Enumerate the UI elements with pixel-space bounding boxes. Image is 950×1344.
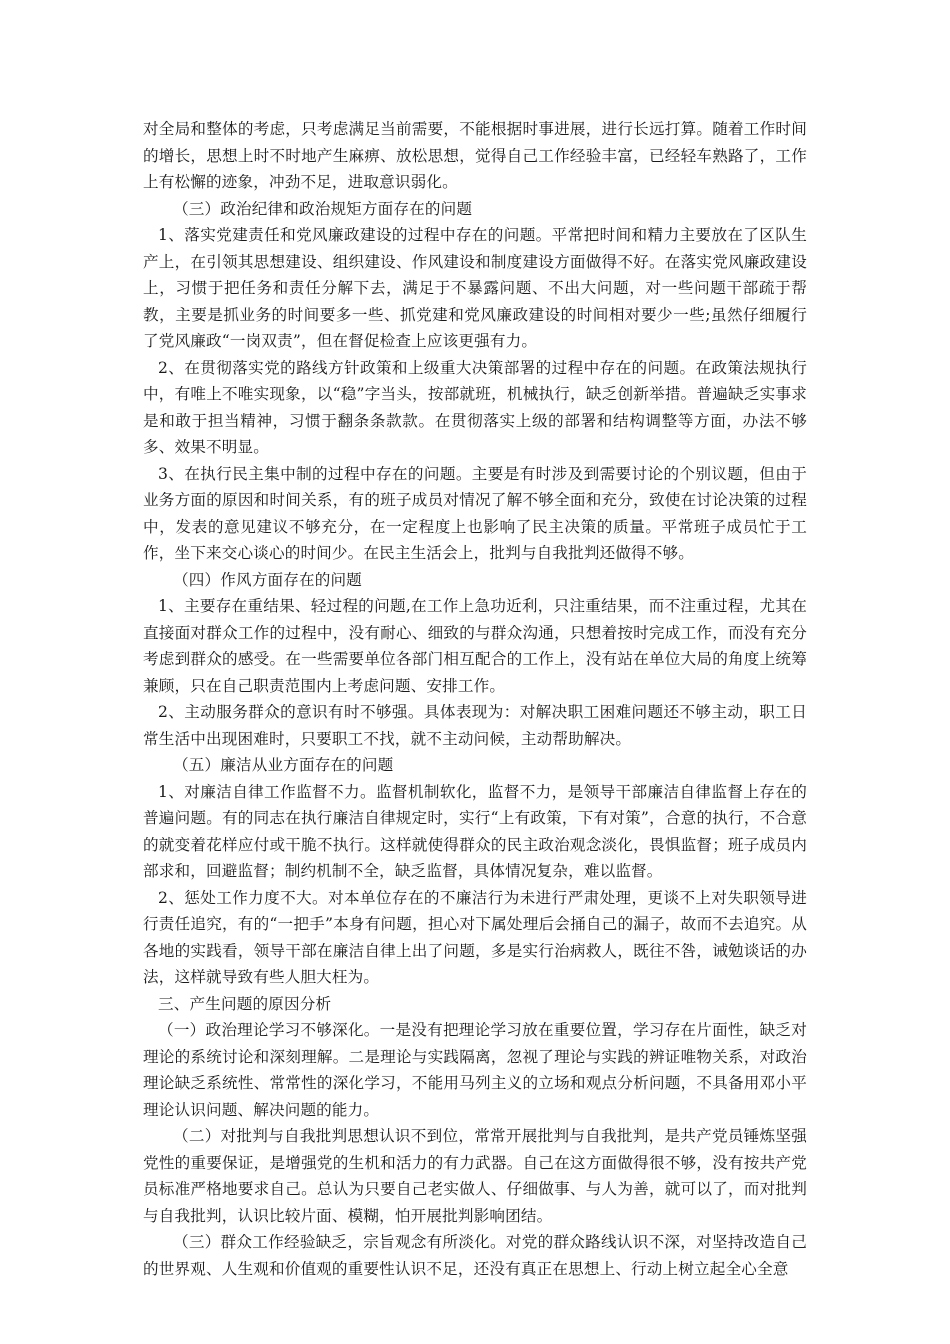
paragraph: （三）群众工作经验缺乏，宗旨观念有所淡化。对党的群众路线认识不深，对坚持改造自己的世界观、人生观和价值观的重要性认识不足，还没有真正在思想上、行动上树立起全心全意 (143, 1233, 807, 1278)
paragraph: （二）对批判与自我批判思想认识不到位，常常开展批判与自我批判，是共产党员锤炼坚强党性的重要保证，是增强党的生机和活力的有力武器。自己在这方面做得很不够，没有按共产党员标准严格地要求自己。总认为只要自己老实做人、仔细做事、与人为善，就可以了，而对批判与自我批判，认识比较片面、模糊，怕开展批判影响团结。 (143, 1127, 807, 1225)
section-heading: （四）作风方面存在的问题 (173, 570, 362, 589)
paragraph: 1、落实党建责任和党风廉政建设的过程中存在的问题。平常把时间和精力主要放在了区队生产上，在引领其思想建设、组织建设、作风建设和制度建设方面做得不好。在落实党风廉政建设上，习惯于把任务和责任分解下去，满足于不暴露问题、不出大问题，对一些问题干部疏于帮教，主要是抓业务的时间要多一些、抓党建和党风廉政建设的时间相对要少一些;虽然仔细履行了党风廉政“一岗双责”，但在督促检查上应该更强有力。 (143, 226, 807, 350)
paragraph: 1、对廉洁自律工作监督不力。监督机制软化，监督不力，是领导干部廉洁自律监督上存在的普遍问题。有的同志在执行廉洁自律规定时，实行“上有政策，下有对策”，合意的执行，不合意的就变着花样应付或干脆不执行。这样就使得群众的民主政治观念淡化，畏惧监督；班子成员内部求和，回避监督；制约机制不全，缺乏监督，具体情况复杂，难以监督。 (143, 782, 807, 880)
paragraph: 2、惩处工作力度不大。对本单位存在的不廉洁行为未进行严肃处理，更谈不上对失职领导进行责任追究，有的“一把手”本身有问题，担心对下属处理后会捅自己的漏子，故而不去追究。从各地的实践看，领导干部在廉洁自律上出了问题，多是实行治病救人，既往不咎，诫勉谈话的办法，这样就导致有些人胆大枉为。 (143, 888, 807, 986)
document-page (143, 116, 807, 1282)
paragraph: （一）政治理论学习不够深化。一是没有把理论学习放在重要位置，学习存在片面性，缺乏对理论的系统讨论和深刻理解。二是理论与实践隔离，忽视了理论与实践的辨证唯物关系，对政治理论缺乏系统性、常常性的深化学习，不能用马列主义的立场和观点分析问题，不具备用邓小平理论认识问题、解决问题的能力。 (143, 1021, 807, 1119)
paragraph: 1、主要存在重结果、轻过程的问题,在工作上急功近利，只注重结果，而不注重过程，尤其在直接面对群众工作的过程中，没有耐心、细致的与群众沟通，只想着按时完成工作，而没有充分考虑到群众的感受。在一些需要单位各部门相互配合的工作上，没有站在单位大局的角度上统筹兼顾，只在自己职责范围内上考虑问题、安排工作。 (143, 597, 807, 695)
paragraph: 2、在贯彻落实党的路线方针政策和上级重大决策部署的过程中存在的问题。在政策法规执行中，有唯上不唯实现象，以“稳”字当头，按部就班，机械执行，缺乏创新举措。普遍缺乏实事求是和敢于担当精神，习惯于翻条条款款。在贯彻落实上级的部署和结构调整等方面，办法不够多、效果不明显。 (143, 358, 807, 456)
paragraph: 2、主动服务群众的意识有时不够强。具体表现为：对解决职工困难问题还不够主动，职工日常生活中出现困难时，只要职工不找，就不主动问候，主动帮助解决。 (143, 703, 807, 748)
section-heading: 三、产生问题的原因分析 (158, 994, 332, 1013)
section-heading: （三）政治纪律和政治规矩方面存在的问题 (173, 199, 473, 218)
section-heading: （五）廉洁从业方面存在的问题 (173, 756, 394, 774)
paragraph: 对全局和整体的考虑，只考虑满足当前需要，不能根据时事进展，进行长远打算。随着工作时间的增长，思想上时不时地产生麻痹、放松思想，觉得自己工作经验丰富，已经轻车熟路了，工作上有松懈的迹象，冲劲不足，进取意识弱化。 (143, 120, 807, 191)
paragraph: 3、在执行民主集中制的过程中存在的问题。主要是有时涉及到需要讨论的个别议题，但由于业务方面的原因和时间关系，有的班子成员对情况了解不够全面和充分，致使在讨论决策的过程中，发表的意见建议不够充分，在一定程度上也影响了民主决策的质量。平常班子成员忙于工作，坐下来交心谈心的时间少。在民主生活会上，批判与自我批判还做得不够。 (143, 464, 807, 562)
